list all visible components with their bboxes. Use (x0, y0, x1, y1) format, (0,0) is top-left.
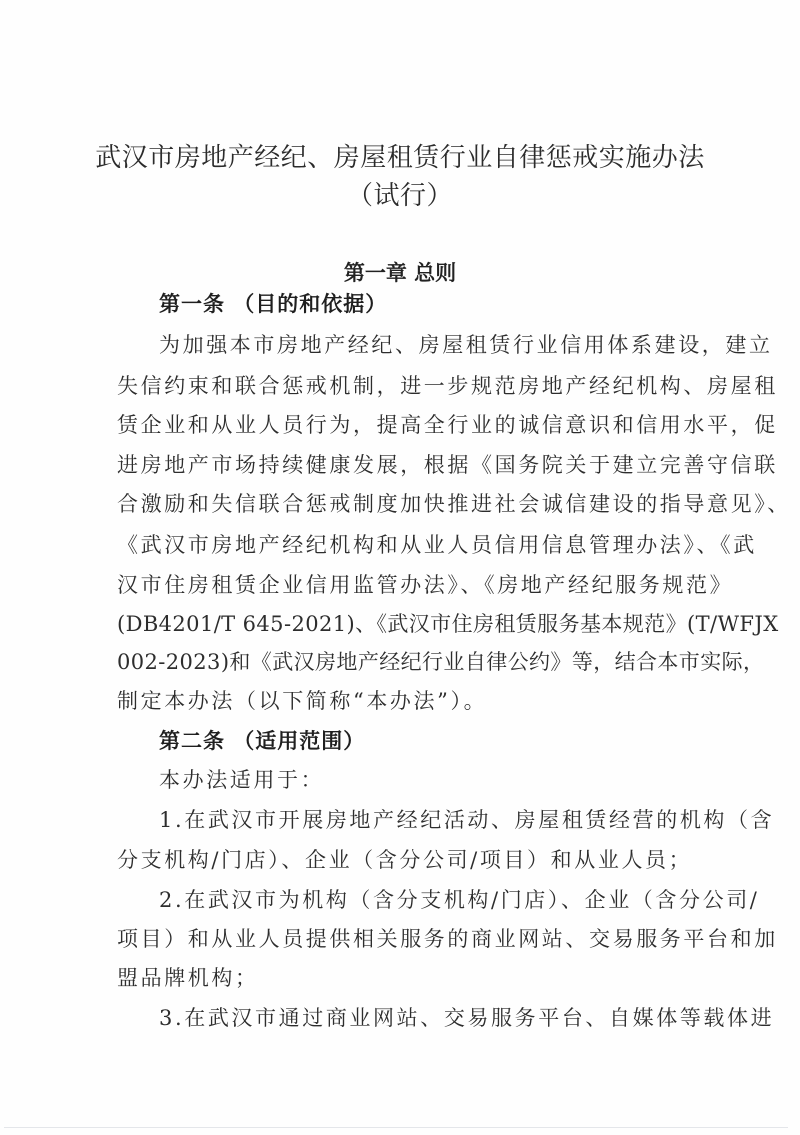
article-1-line: 进房地产市场持续健康发展，根据《国务院关于建立完善守信联 (117, 453, 778, 477)
article-2-item-2: 2.在武汉市为机构（含分支机构/门店）、企业（含分公司/ (159, 888, 760, 912)
document-title: 武汉市房地产经纪、房屋租赁行业自律惩戒实施办法 (95, 143, 705, 173)
chapter-heading: 第一章 总则 (343, 261, 457, 285)
article-1-line: 失信约束和联合惩戒机制，进一步规范房地产经纪机构、房屋租 (117, 374, 778, 398)
article-2-line: 盟品牌机构； (117, 966, 259, 990)
article-2-line: 本办法适用于： (159, 768, 325, 792)
article-2-item-1: 1.在武汉市开展房地产经纪活动、房屋租赁经营的机构（含 (159, 808, 775, 832)
article-1-line: 制定本办法（以下简称“本办法”）。 (117, 689, 488, 713)
article-1-line: 002-2023)和《武汉房地产经纪行业自律公约》等，结合本市实际， (117, 650, 765, 674)
article-2-line: 项目）和从业人员提供相关服务的商业网站、交易服务平台和加 (117, 927, 778, 951)
article-1-line: (DB4201/T 645-2021)、《武汉市住房租赁服务基本规范》(T/WFJX (117, 612, 779, 636)
scan-bottom-edge (4, 1127, 788, 1128)
article-1-line: 赁企业和从业人员行为，提高全行业的诚信意识和信用水平，促 (117, 413, 778, 437)
article-1-line: 为加强本市房地产经纪、房屋租赁行业信用体系建设，建立 (159, 333, 773, 357)
article-2-item-3: 3.在武汉市通过商业网站、交易服务平台、自媒体等载体进 (159, 1006, 775, 1030)
article-1-line: 《武汉市房地产经纪机构和从业人员信用信息管理办法》、《武 (117, 533, 757, 557)
article-1-heading: 第一条 （目的和依据） (159, 292, 388, 316)
document-title-trial-note: （试行） (346, 181, 453, 211)
article-1-line: 合激励和失信联合惩戒制度加快推进社会诚信建设的指导意见》、 (117, 492, 791, 516)
article-2-line: 分支机构/门店）、企业（含分公司/项目）和从业人员； (117, 848, 693, 872)
article-2-heading: 第二条 （适用范围） (159, 729, 366, 753)
article-1-line: 汉市住房租赁企业信用监管办法》、《房地产经纪服务规范》 (117, 573, 734, 597)
